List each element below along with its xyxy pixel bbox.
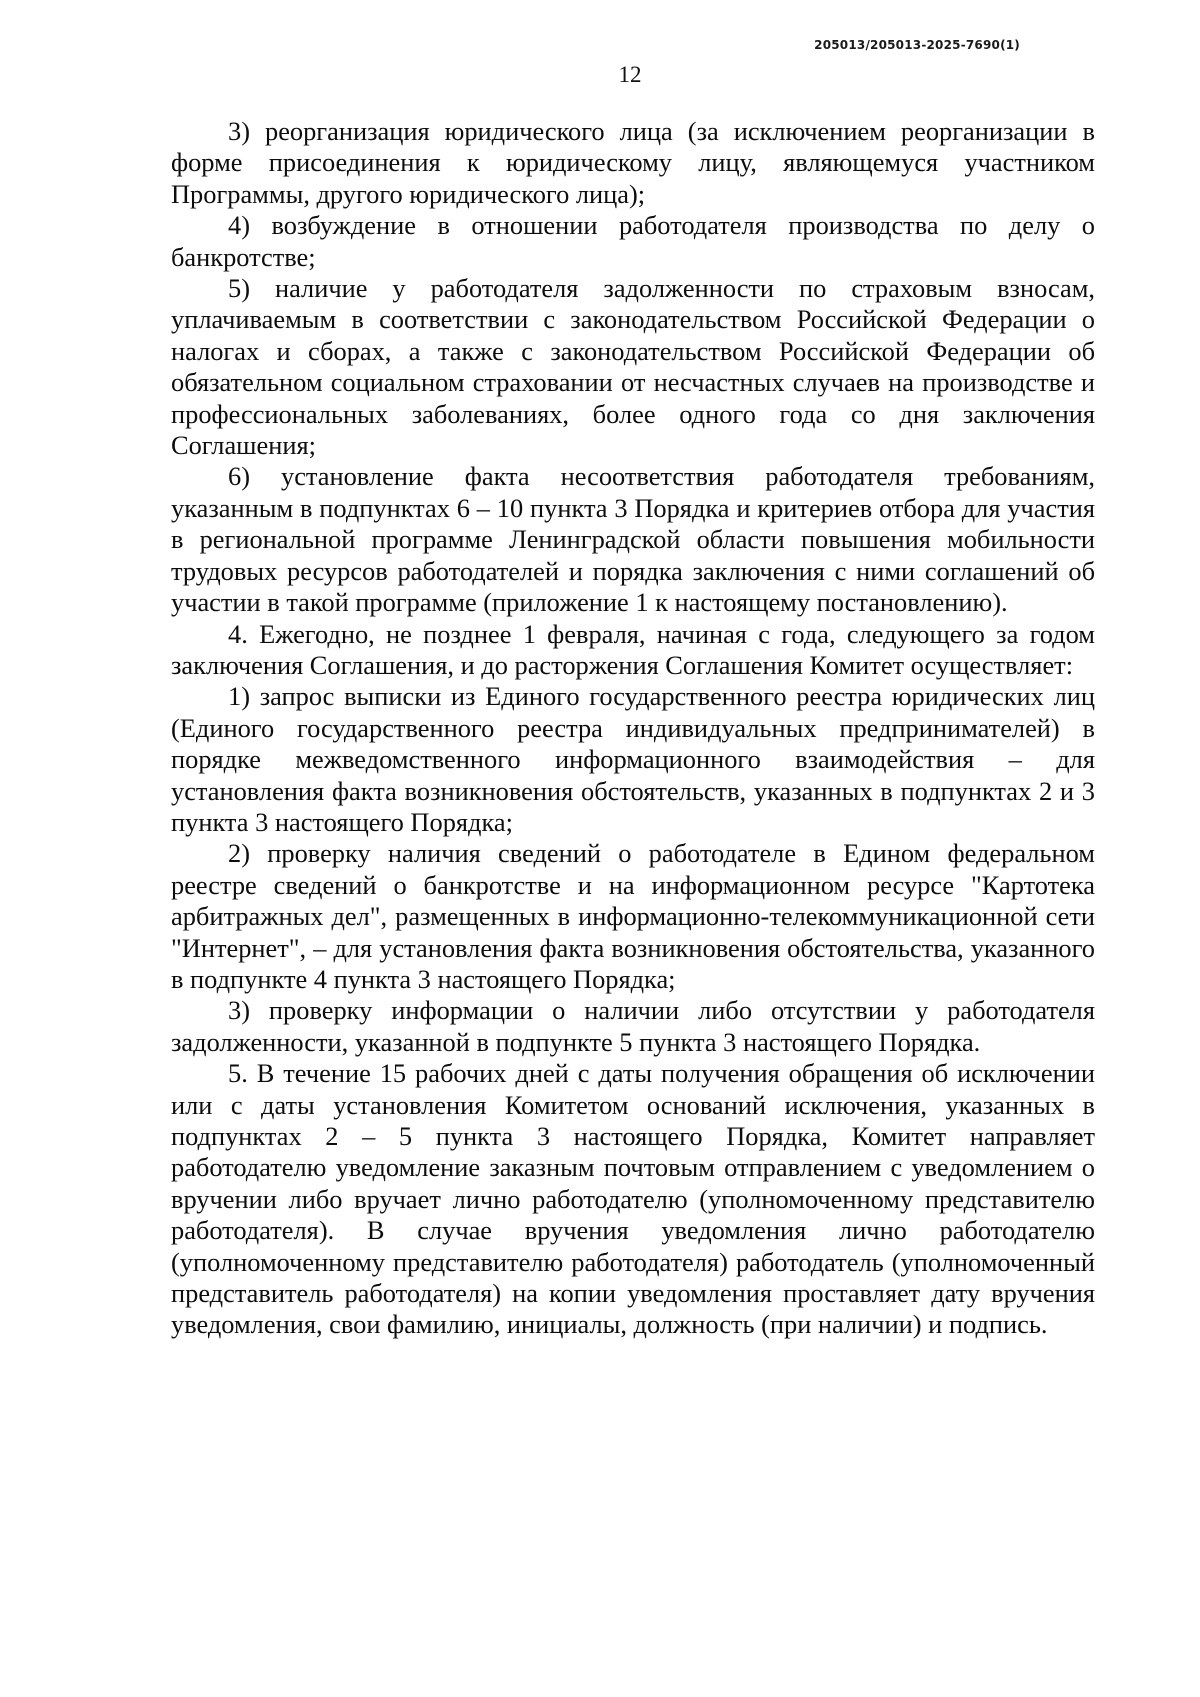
paragraph-subitem-4-bankruptcy: 4) возбуждение в отношении работодателя производства по делу о банкротстве; [171, 210, 1095, 272]
paragraph-item-5-notification: 5. В течение 15 рабочих дней с даты получения обращения об исключении или с даты установления Комитетом оснований исключения, указанных в подпунктах 2 – 5 пункта 3 настоящего Порядка, Комитет направляет работодателю уведомление заказным почтовым отправлением с уведомлением о вручении либо вручает лично работодателю (уполномоченному представителю работодателя). В случае вручения уведомления лично работодателю (уполномоченному представителю работодателя) работодатель (уполномоченный представитель работодателя) на копии уведомления проставляет дату вручения уведомления, свои фамилию, инициалы, должность (при наличии) и подпись. [171, 1058, 1095, 1340]
document-body [171, 116, 1095, 1341]
document-registration-number: 205013/205013-2025-7690(1) [814, 38, 1020, 52]
paragraph-subitem-3-debt-check: 3) проверку информации о наличии либо отсутствии у работодателя задолженности, указанной в подпункте 5 пункта 3 настоящего Порядка. [171, 995, 1095, 1057]
paragraph-subitem-3-reorganization: 3) реорганизация юридического лица (за исключением реорганизации в форме присоединения к юридическому лицу, являющемуся участником Программы, другого юридического лица); [171, 116, 1095, 209]
paragraph-item-4-annual-check: 4. Ежегодно, не позднее 1 февраля, начиная с года, следующего за годом заключения Соглашения, и до расторжения Соглашения Комитет осуществляет: [171, 618, 1095, 680]
paragraph-subitem-2-bankruptcy-check: 2) проверку наличия сведений о работодателе в Едином федеральном реестре сведений о банкротстве и на информационном ресурсе "Картотека арбитражных дел", размещенных в информационно-телекоммуникационной сети "Интернет", – для установления факта возникновения обстоятельства, указанного в подпункте 4 пункта 3 настоящего Порядка; [171, 838, 1095, 994]
paragraph-subitem-5-debt: 5) наличие у работодателя задолженности по страховым взносам, уплачиваемым в соответствии с законодательством Российской Федерации о налогах и сборах, а также с законодательством Российской Федерации об обязательном социальном страховании от несчастных случаев на производстве и профессиональных заболеваниях, более одного года со дня заключения Соглашения; [171, 273, 1095, 461]
paragraph-subitem-1-registry-request: 1) запрос выписки из Единого государственного реестра юридических лиц (Единого государственного реестра индивидуальных предпринимателей) в порядке межведомственного информационного взаимодействия – для установления факта возникновения обстоятельств, указанных в подпунктах 2 и 3 пункта 3 настоящего Порядка; [171, 681, 1095, 837]
paragraph-subitem-6-noncompliance: 6) установление факта несоответствия работодателя требованиям, указанным в подпунктах 6 – 10 пункта 3 Порядка и критериев отбора для участия в региональной программе Ленинградской области повышения мобильности трудовых ресурсов работодателей и порядка заключения с ними соглашений об участии в такой программе (приложение 1 к настоящему постановлению). [171, 461, 1095, 618]
page-number: 12 [618, 62, 642, 87]
